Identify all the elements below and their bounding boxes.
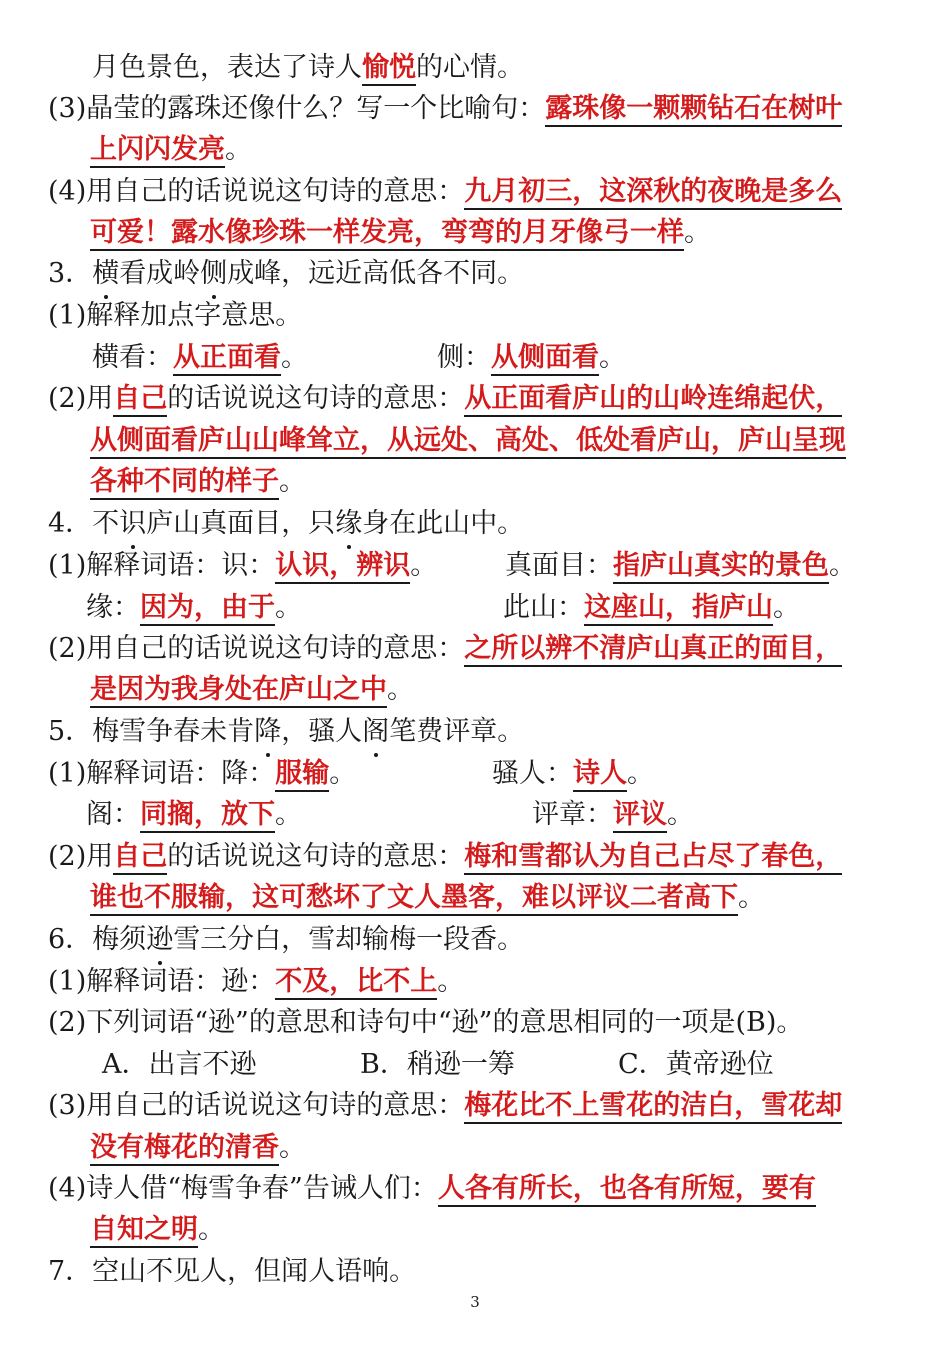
answer-text: 露珠像一颗颗钻石在树叶 xyxy=(545,93,842,127)
answer-text: 服输 xyxy=(275,758,329,792)
text-line: (3)用自己的话说说这句诗的意思：梅花比不上雪花的洁白，雪花却 xyxy=(48,1088,842,1124)
option-a: A．出言不逊 xyxy=(102,1049,257,1080)
text-line xyxy=(90,423,846,459)
dotted-char: 缘 xyxy=(335,506,362,542)
answer-text: 各种不同的样子 xyxy=(90,466,279,500)
answer-text: 从侧面看庐山山峰耸立，从远处、高处、低处看庐山，庐山呈现 xyxy=(90,425,846,459)
option-b: B．稍逊一筹 xyxy=(360,1049,515,1080)
answer-text: 评议 xyxy=(613,799,667,833)
text-line: (2)下列词语“逊”的意思和诗句中“逊”的意思相同的一项是(B)。 xyxy=(48,1007,804,1038)
text-line: (1)解释词语：逊：不及，比不上。 xyxy=(48,964,464,1000)
text-line: 自知之明。 xyxy=(90,1212,225,1248)
poem-line-4: 4．不识庐山真面目，只缘身在此山中。 xyxy=(48,506,524,542)
text-line: 骚人：诗人。 xyxy=(492,756,654,792)
text-line: (2)用自己的话说说这句诗的意思：从正面看庐山的山岭连绵起伏， xyxy=(48,381,842,417)
answer-text: 因为，由于 xyxy=(140,592,275,626)
text-line: 谁也不服输，这可愁坏了文人墨客，难以评议二者高下。 xyxy=(90,880,765,916)
text-line: 评章：评议。 xyxy=(532,797,694,833)
question-3-4: (4)用自己的话说说这句诗的意思：九月初三，这深秋的夜晚是多么 xyxy=(48,174,842,210)
answer-text: 可爱！露水像珍珠一样发亮，弯弯的月牙像弓一样 xyxy=(90,217,684,251)
answer-text: 自己 xyxy=(113,383,167,417)
text-line: 阁：同搁，放下。 xyxy=(86,797,302,833)
answer-text: 从正面看庐山的山岭连绵起伏， xyxy=(464,383,842,417)
answer-text: 愉悦 xyxy=(362,52,416,86)
text-line: 各种不同的样子。 xyxy=(90,464,306,500)
answer-text: 同搁，放下 xyxy=(140,799,275,833)
answer-text: 之所以辨不清庐山真正的面目， xyxy=(464,633,842,667)
dotted-char: 逊 xyxy=(146,922,173,958)
text-line: 月色景色，表达了诗人愉悦的心情。 xyxy=(92,50,524,86)
text-line: 上闪闪发亮。 xyxy=(90,132,252,168)
dotted-char: 阁 xyxy=(362,714,389,750)
dotted-char: 横 xyxy=(92,256,119,292)
text-line: 没有梅花的清香。 xyxy=(90,1130,306,1166)
text-line: 横看：从正面看。 xyxy=(92,340,308,376)
answer-text: 自知之明 xyxy=(90,1214,198,1248)
text-line: 可爱！露水像珍珠一样发亮，弯弯的月牙像弓一样。 xyxy=(90,215,711,251)
answer-text: 人各有所长，也各有所短，要有 xyxy=(438,1173,816,1207)
answer-text: 诗人 xyxy=(573,758,627,792)
question-3-3: (3)晶莹的露珠还像什么？写一个比喻句：露珠像一颗颗钻石在树叶 xyxy=(48,91,842,127)
text-line: 此山：这座山，指庐山。 xyxy=(503,590,800,626)
text-line: (1)解释词语：降：服输。 xyxy=(48,756,356,792)
answer-text: 这座山，指庐山 xyxy=(584,592,773,626)
dotted-char: 侧 xyxy=(200,256,227,292)
answer-text: 不及，比不上 xyxy=(275,966,437,1000)
dotted-char: 降 xyxy=(254,714,281,750)
option-c: C．黄帝逊位 xyxy=(618,1049,774,1080)
text-line: 真面目：指庐山真实的景色。 xyxy=(505,548,856,584)
poem-line-5: 5．梅雪争春未肯降，骚人阁笔费评章。 xyxy=(48,714,524,750)
answer-text: 没有梅花的清香 xyxy=(90,1132,279,1166)
text-line: 侧：从侧面看。 xyxy=(437,340,626,376)
text-line: (4)诗人借“梅雪争春”告诫人们：人各有所长，也各有所短，要有 xyxy=(48,1171,816,1207)
answer-text: 是因为我身处在庐山之中 xyxy=(90,674,387,708)
text-line: (2)用自己的话说说这句诗的意思：之所以辨不清庐山真正的面目， xyxy=(48,631,842,667)
text-line: (2)用自己的话说说这句诗的意思：梅和雪都认为自己占尽了春色， xyxy=(48,839,842,875)
text-line: 缘：因为，由于。 xyxy=(86,590,302,626)
answer-text: 认识，辨识 xyxy=(275,550,410,584)
text-line: 是因为我身处在庐山之中。 xyxy=(90,672,414,708)
page-number: 3 xyxy=(470,1293,480,1311)
poem-line-3: 3．横看成岭侧成峰，远近高低各不同。 xyxy=(48,256,524,292)
text-line: (1)解释词语：识：认识，辨识。 xyxy=(48,548,437,584)
answer-text: 自己 xyxy=(113,841,167,875)
answer-text: 梅和雪都认为自己占尽了春色， xyxy=(464,841,842,875)
poem-line-7: 7．空山不见人，但闻人语响。 xyxy=(48,1256,417,1287)
dotted-char: 识 xyxy=(119,506,146,542)
answer-text: 谁也不服输，这可愁坏了文人墨客，难以评议二者高下 xyxy=(90,882,738,916)
answer-text: 指庐山真实的景色 xyxy=(613,550,829,584)
poem-line-6: 6．梅须逊雪三分白，雪却输梅一段香。 xyxy=(48,922,524,958)
text-line: (1)解释加点字意思。 xyxy=(48,300,303,331)
answer-text: 九月初三，这深秋的夜晚是多么 xyxy=(464,176,842,210)
answer-text: 从正面看 xyxy=(173,342,281,376)
answer-text: 从侧面看 xyxy=(491,342,599,376)
answer-text: 梅花比不上雪花的洁白，雪花却 xyxy=(464,1090,842,1124)
answer-text: 上闪闪发亮 xyxy=(90,134,225,168)
